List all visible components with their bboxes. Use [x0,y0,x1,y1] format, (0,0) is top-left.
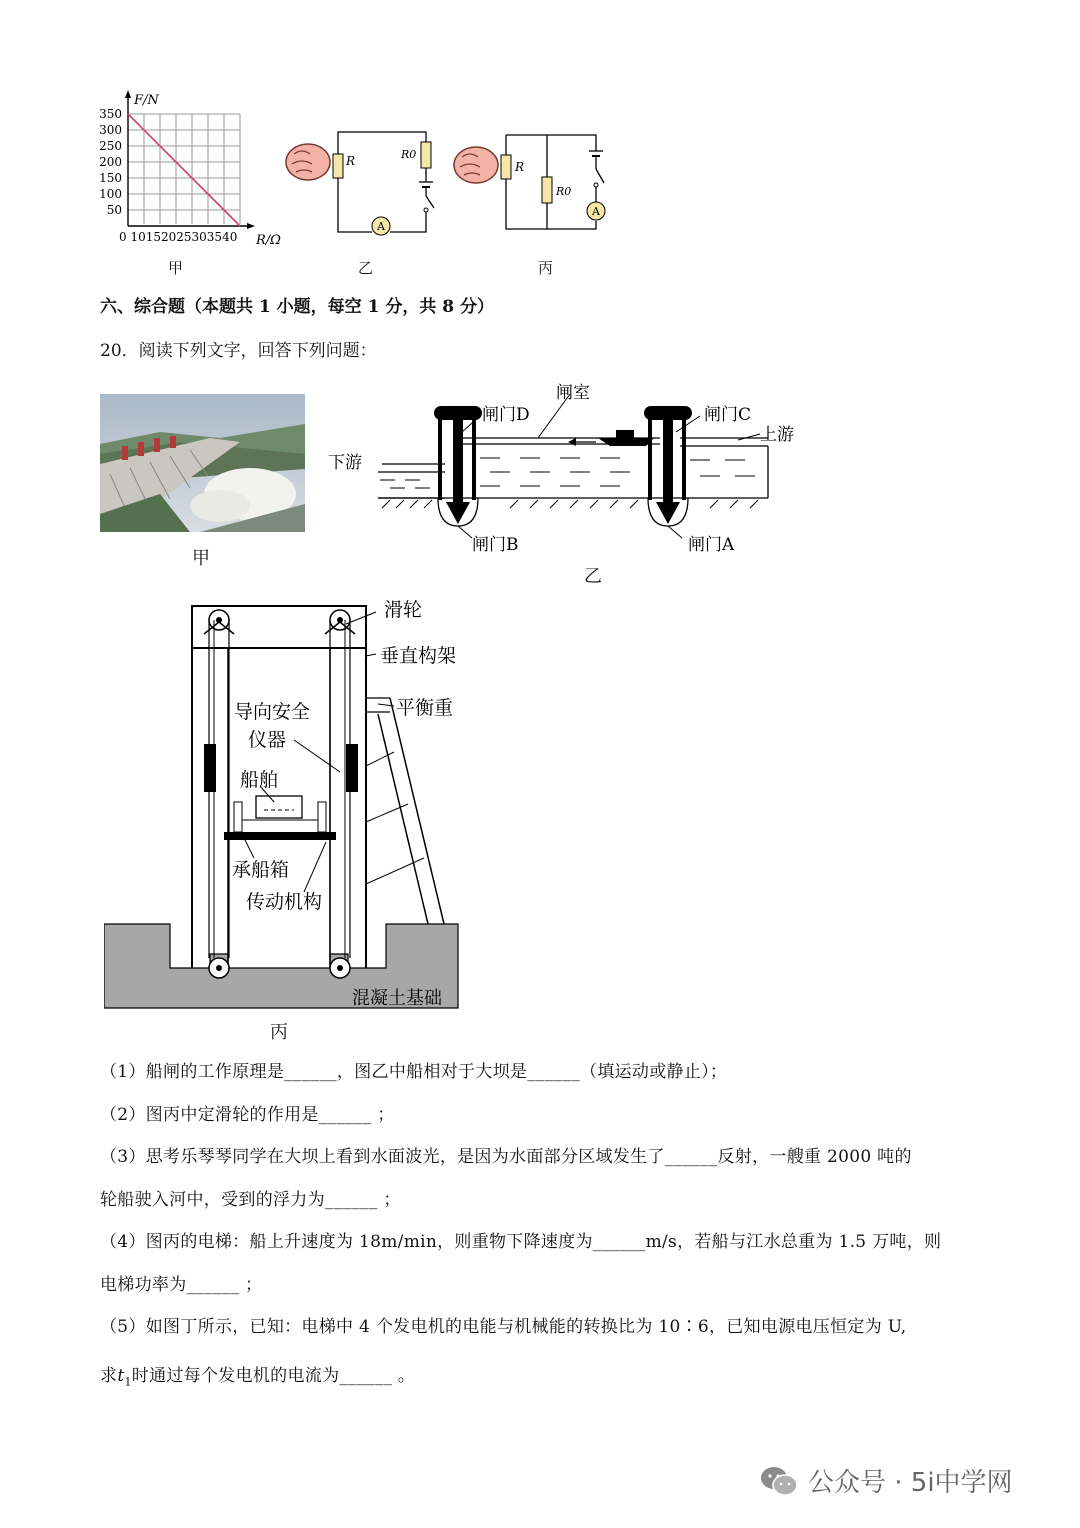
question-5-line1: （5）如图丁所示，已知：电梯中 4 个发电机的电能与机械能的转换比为 10∶6，已知电源电压恒定为 U, [100,1317,907,1337]
question-5-subscript: 1 [124,1375,132,1389]
question-3-line1: （3）思考乐琴琴同学在大坝上看到水面波光，是因为水面部分区域发生了______反射，一艘重 2000 吨的 [100,1147,912,1167]
question-5-variable: t [117,1366,125,1386]
question-4-line2: 电梯功率为______ ； [100,1275,263,1295]
counterweight-label: 平衡重 [396,697,454,719]
graph-y-label: F/N [134,93,159,108]
gate-c-label: 闸门C [704,405,752,425]
photo-jia-caption: 甲 [192,548,210,569]
question-4-line1: （4）图丙的电梯：船上升速度为 18m/min，则重物下降速度为______m/s，若船与江水总重为 1.5 万吨，则 [100,1232,942,1252]
graph-y-tick: 50 [106,203,122,217]
downstream-label: 下游 [328,453,362,473]
circuit-bing-caption: 丙 [538,259,554,277]
frame-label: 垂直构架 [380,645,457,667]
ammeter-label: A [592,205,600,218]
graph-y-tick: 300 [99,123,122,137]
circuit-yi [280,120,450,250]
graph-x-label: R/Ω [256,233,281,248]
gate-b-label: 闸门B [472,535,519,555]
force-resistance-graph [90,86,290,256]
gate-a-label: 闸门A [688,535,735,555]
guide-label-line2: 仪器 [248,729,287,751]
question-5-prefix: 求 [100,1366,118,1386]
graph-x-ticks: 0 10152025303540 [119,230,238,244]
question-intro: 20．阅读下列文字，回答下列问题： [100,341,377,361]
hand-icon [454,147,498,183]
resistor-r-label: R [346,154,356,168]
question-2: （2）图丙中定滑轮的作用是______ ； [100,1105,395,1125]
hand-icon [286,144,330,180]
pulley-label: 滑轮 [384,599,423,621]
graph-y-tick: 250 [99,139,122,153]
resistor-r-label: R [515,160,525,174]
watermark-text: 公众号 · 5i中学网 [808,1468,1013,1498]
question-1: （1）船闸的工作原理是______，图乙中船相对于大坝是______（填运动或静止）； [100,1062,728,1082]
resistor-r0-label: R0 [556,185,572,198]
graph-y-tick: 150 [99,171,122,185]
guide-label-line1: 导向安全 [234,701,311,723]
ship-box-label: 承船箱 [232,859,290,881]
question-5-line2 [100,1361,415,1388]
ship-lift-diagram [104,596,474,1014]
ship-lock-diagram [320,376,810,586]
circuit-yi-caption: 乙 [358,259,374,277]
resistor-r0-label: R0 [401,148,417,161]
dam-photo [100,394,305,532]
watermark [760,1462,1013,1499]
foundation-label: 混凝土基础 [352,988,442,1009]
circuit-bing [450,125,620,255]
drive-label: 传动机构 [246,891,323,913]
graph-y-tick: 200 [99,155,122,169]
lock-chamber-label: 闸室 [556,383,590,403]
question-3-line2: 轮船驶入河中，受到的浮力为______ ； [100,1190,401,1210]
graph-y-tick: 100 [99,187,122,201]
ammeter-label: A [377,220,385,233]
lock-caption: 乙 [584,566,602,587]
graph-y-tick: 350 [99,107,122,121]
ship-label: 船舶 [240,769,279,791]
wechat-icon [760,1465,798,1497]
section-title: 六、综合题（本题共 1 小题，每空 1 分，共 8 分） [100,297,494,317]
question-5-suffix: 时通过每个发电机的电流为______ 。 [131,1366,416,1386]
upstream-label: 上游 [760,425,794,445]
lift-caption: 丙 [270,1022,288,1043]
graph-caption: 甲 [168,259,184,277]
gate-d-label: 闸门D [482,405,530,425]
